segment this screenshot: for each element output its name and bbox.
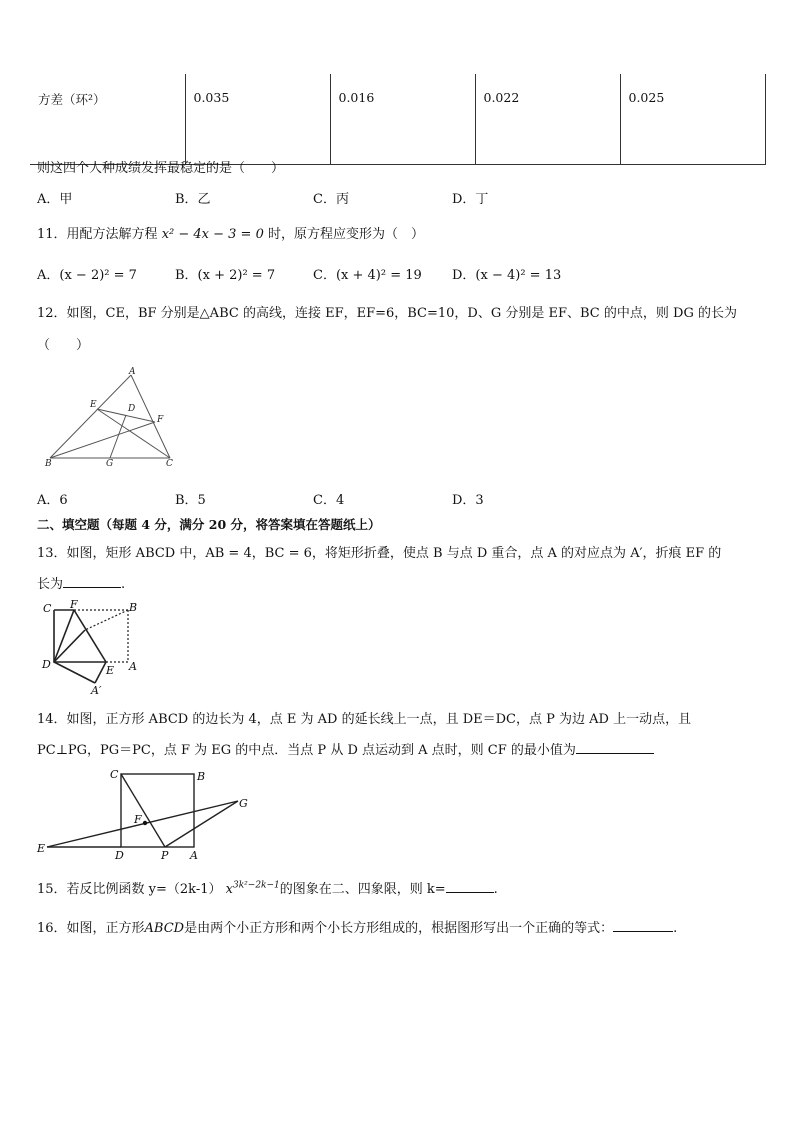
answer-blank[interactable]	[446, 880, 494, 893]
q11-stem	[37, 223, 424, 242]
q13-label-a: A	[129, 660, 137, 673]
q13-stem-prefix: 长为	[37, 577, 64, 592]
q10-stem: 则这四个人种成绩发挥最稳定的是（ ）	[37, 161, 285, 176]
q11-option-d: D．(x − 4)² = 13	[452, 268, 562, 283]
q14-label-c: C	[110, 768, 119, 781]
q12-option-b: B．5	[175, 493, 206, 508]
q13-label-e: E	[106, 664, 115, 677]
q14-square-figure	[35, 765, 255, 863]
variance-table	[30, 74, 766, 165]
answer-blank[interactable]	[576, 741, 654, 754]
q14-stem-line2	[37, 739, 654, 758]
q12-label-g: G	[106, 459, 114, 469]
q11-option-c: C．(x + 4)² = 19	[313, 268, 422, 283]
q14-stem-prefix: PC⊥PG，PG＝PC，点 F 为 EG 的中点．当点 P 从 D 点运动到 A 点时，则 CF 的最小值为	[37, 743, 576, 758]
q12-triangle-figure	[40, 365, 190, 470]
q12-label-a: A	[129, 367, 136, 377]
q14-label-e: E	[37, 842, 46, 855]
q16-stem-suffix: 是由两个小正方形和两个小长方形组成的，根据图形写出一个正确的等式：	[184, 921, 614, 936]
q16-stem	[37, 917, 677, 936]
q15-stem-prefix: 15．若反比例函数 y=（2k-1）	[37, 882, 222, 897]
q16-square-name: ABCD	[144, 921, 185, 936]
q14-label-b: B	[197, 770, 206, 783]
q16-stem-end: .	[673, 921, 678, 936]
q14-stem-line1: 14．如图，正方形 ABCD 的边长为 4，点 E 为 AD 的延长线上一点，且 DE＝DC，点 P 为边 AD 上一动点，且	[37, 712, 692, 727]
q13-label-f: F	[70, 598, 78, 611]
q16-stem-prefix: 16．如图，正方形	[37, 921, 145, 936]
q13-label-d: D	[42, 658, 51, 671]
q15-stem-suffix: 的图象在二、四象限，则 k=	[279, 882, 446, 897]
q12-option-a: A．6	[37, 493, 68, 508]
q12-label-b: B	[45, 459, 52, 469]
q12-label-f: F	[157, 415, 164, 425]
section-heading: 二、填空题（每题 4 分，满分 20 分，将答案填在答题纸上）	[37, 517, 381, 532]
q10-option-b: B．乙	[175, 192, 211, 207]
table-row	[30, 74, 765, 165]
q12-option-c: C．4	[313, 493, 345, 508]
q13-label-a-prime: A′	[91, 684, 102, 697]
q14-label-g: G	[239, 797, 248, 810]
q12-label-d: D	[128, 404, 136, 414]
q14-label-f: F	[134, 813, 142, 826]
q12-stem-line2: （ ）	[37, 338, 90, 353]
q15-power-exponent: 3k²−2k−1	[232, 880, 280, 891]
table-cell: 0.035	[185, 74, 330, 165]
q13-stem-line1: 13．如图，矩形 ABCD 中，AB = 4，BC = 6，将矩形折叠，使点 B 与点 D 重合，点 A 的对应点为 A′，折痕 EF 的	[37, 546, 722, 561]
table-cell: 0.022	[475, 74, 620, 165]
q11-stem-suffix: 时，原方程应变形为（ ）	[268, 227, 425, 242]
q11-stem-prefix: 11．用配方法解方程	[37, 227, 158, 242]
q10-option-d: D．丁	[452, 192, 489, 207]
q11-equation: x² − 4x − 3 = 0	[161, 227, 264, 242]
q15-stem	[37, 878, 498, 897]
table-row-label: 方差（环²）	[30, 74, 185, 165]
q15-power-base: x	[225, 882, 233, 897]
q13-stem-line2	[37, 573, 125, 592]
q15-stem-end: .	[493, 882, 498, 897]
q14-label-d: D	[115, 849, 124, 862]
q13-stem-end: .	[121, 577, 126, 592]
point-f-marker	[143, 821, 147, 825]
q12-label-e: E	[90, 400, 97, 410]
q13-label-c: C	[43, 602, 52, 615]
q12-label-c: C	[166, 459, 173, 469]
answer-blank[interactable]	[613, 919, 673, 932]
q11-option-b: B．(x + 2)² = 7	[175, 268, 276, 283]
q14-label-p: P	[161, 849, 169, 862]
q11-option-a: A．(x − 2)² = 7	[37, 268, 137, 283]
q12-stem-line1: 12．如图，CE，BF 分别是△ABC 的高线，连接 EF，EF=6，BC=10，D、G 分别是 EF、BC 的中点，则 DG 的长为	[37, 306, 737, 321]
q13-label-b: B	[129, 601, 138, 614]
q10-option-c: C．丙	[313, 192, 349, 207]
q10-option-a: A．甲	[37, 192, 73, 207]
q14-label-a: A	[190, 849, 198, 862]
answer-blank[interactable]	[63, 575, 121, 588]
q13-rectangle-figure	[38, 598, 148, 698]
table-cell: 0.025	[620, 74, 765, 165]
table-cell: 0.016	[330, 74, 475, 165]
q12-option-d: D．3	[452, 493, 484, 508]
